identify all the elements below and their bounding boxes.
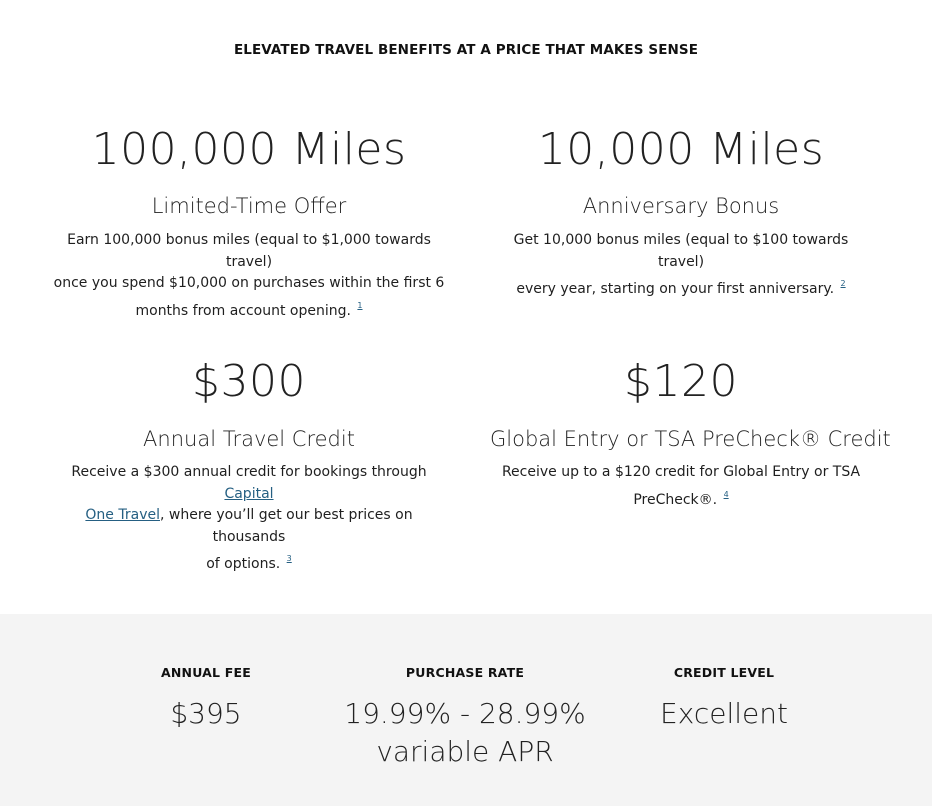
stat-label: CREDIT LEVEL [673,665,775,680]
benefit-amount: $300 [192,356,306,407]
stat-label: ANNUAL FEE [161,665,251,680]
stat-credit-level [624,665,824,733]
stat-value-line: 19.99% - 28.99% [344,697,586,730]
desc-line [50,505,448,548]
desc-line [50,462,448,505]
desc-line [490,273,872,301]
benefit-title: Global Entry or TSA PreCheck® Credit [490,427,891,451]
desc-line: Receive up to a $120 credit for Global Entry or TSA [501,464,861,480]
benefit-description [50,230,448,322]
desc-text: of options. [206,556,281,572]
desc-line [490,484,872,512]
benefit-title: Limited-Time Offer [151,194,347,218]
benefit-description [490,462,872,511]
capital-one-travel-link[interactable]: Capital [224,485,274,502]
stat-value: $395 [170,697,242,730]
section-headline: ELEVATED TRAVEL BENEFITS AT A PRICE THAT MAKES SENSE [233,42,699,58]
footnote-ref [841,279,846,288]
stat-value: Excellent [660,697,788,730]
capital-one-travel-link-cont[interactable]: One Travel [85,507,160,523]
footnote-link-1[interactable]: 1 [357,300,363,310]
footnote-ref [357,301,362,310]
benefit-amount: $120 [624,356,738,407]
desc-line: Earn 100,000 bonus miles (equal to $1,000 towards travel) [67,232,431,270]
benefit-amount: 100,000 Miles [91,124,407,175]
card-summary-bar [0,614,932,806]
benefit-title: Annual Travel Credit [143,427,355,451]
footnote-ref [724,490,729,499]
benefit-amount: 10,000 Miles [537,124,825,175]
benefit-description [50,462,448,576]
stat-label: PURCHASE RATE [405,665,525,680]
benefit-description [490,230,872,301]
footnote-link-2[interactable]: 2 [840,279,846,288]
desc-line: once you spend $10,000 on purchases within the first 6 [53,275,445,291]
benefit-title: Anniversary Bonus [582,194,780,218]
desc-line [50,295,448,323]
desc-line: Get 10,000 bonus miles (equal to $100 towards travel) [513,232,849,270]
stat-annual-fee [106,665,306,733]
stat-purchase-rate [315,665,615,771]
desc-text: , where you’ll get our best prices on thousands [159,507,413,545]
desc-line-text: months from account opening. [135,302,351,319]
footnote-link-3[interactable]: 3 [286,554,292,563]
footnote-link-4[interactable]: 4 [723,489,729,499]
desc-line [50,548,448,576]
footnote-ref [287,554,292,563]
desc-text: Receive a $300 annual credit for bookings through [71,464,427,480]
stat-value-line: variable APR [376,735,554,768]
stat-value [315,695,615,771]
desc-line-text: PreCheck®. [633,491,718,508]
desc-line-text: every year, starting on your first anniversary. [516,281,835,297]
